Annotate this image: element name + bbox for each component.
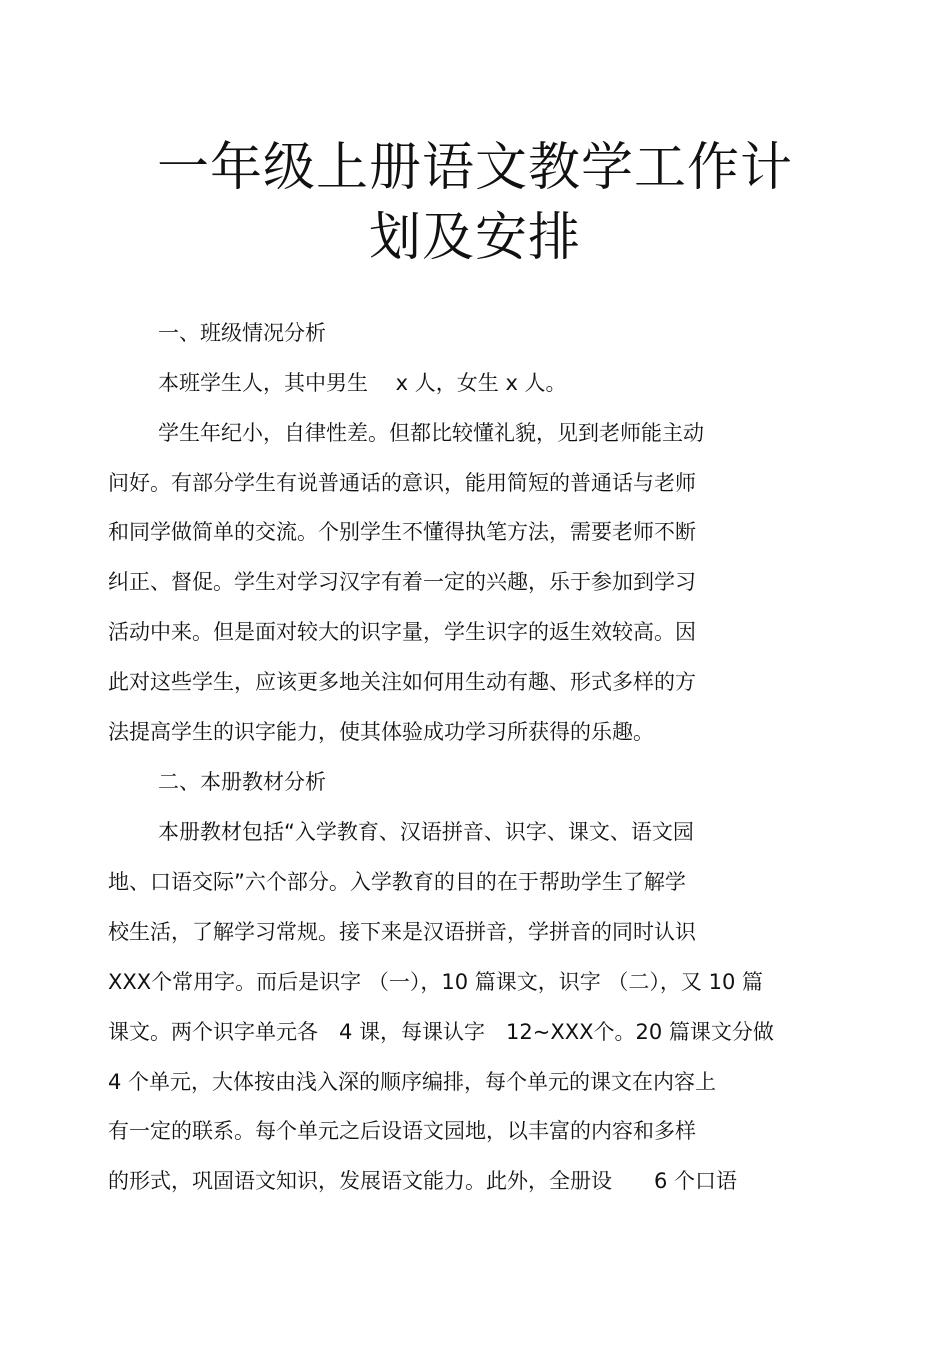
section-heading-textbook-analysis: 二、本册教材分析 [158,770,326,794]
paragraph-line: 地、口语交际”六个部分。入学教育的目的在于帮助学生了解学 [108,870,686,894]
paragraph-line: 的形式，巩固语文知识，发展语文能力。此外，全册设 6 个口语 [108,1169,738,1193]
paragraph-line: 本册教材包括“入学教育、汉语拼音、识字、课文、语文园 [158,820,694,844]
paragraph-line: 法提高学生的识字能力，使其体验成功学习所获得的乐趣。 [108,720,654,744]
paragraph-line: XXX个常用字。而后是识字 （一），10 篇课文，识字 （二），又 10 篇 [108,970,763,994]
paragraph-line: 活动中来。但是面对较大的识字量，学生识字的返生效较高。因 [108,620,696,644]
paragraph-line: 此对这些学生，应该更多地关注如何用生动有趣、形式多样的方 [108,670,696,694]
paragraph-line: 有一定的联系。每个单元之后设语文园地，以丰富的内容和多样 [108,1119,696,1143]
paragraph-line: 学生年纪小，自律性差。但都比较懂礼貌，见到老师能主动 [158,421,704,445]
document-title-line-2: 划及安排 [368,208,581,268]
document-title-line-1: 一年级上册语文教学工作计 [156,138,793,198]
paragraph-line: 课文。两个识字单元各 4 课，每课认字 12~XXX个。20 篇课文分做 [108,1020,774,1044]
paragraph-line: 校生活，了解学习常规。接下来是汉语拼音，学拼音的同时认识 [108,920,696,944]
paragraph-line: 纠正、督促。学生对学习汉字有着一定的兴趣，乐于参加到学习 [108,570,696,594]
paragraph-line: 本班学生人，其中男生 x 人，女生 x 人。 [158,371,567,395]
paragraph-line: 问好。有部分学生有说普通话的意识，能用简短的普通话与老师 [108,471,696,495]
section-heading-class-analysis: 一、班级情况分析 [158,321,326,345]
paragraph-line: 4 个单元，大体按由浅入深的顺序编排，每个单元的课文在内容上 [108,1070,717,1094]
paragraph-line: 和同学做简单的交流。个别学生不懂得执笔方法，需要老师不断 [108,520,696,544]
